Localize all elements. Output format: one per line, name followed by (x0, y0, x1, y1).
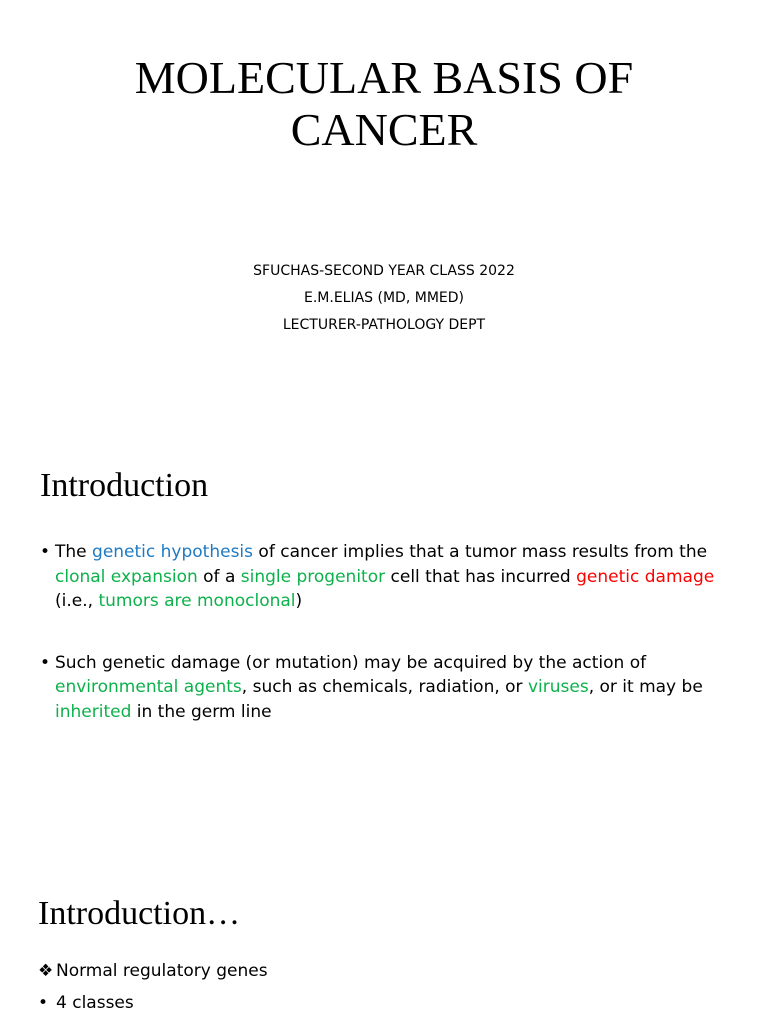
slide-title (0, 52, 768, 156)
introduction-slide (0, 440, 768, 870)
bullet-text: 4 classes (56, 993, 134, 1013)
slide-subtitle (0, 258, 768, 339)
bullet-item (38, 955, 738, 987)
bullet-marker: • (38, 993, 49, 1013)
highlight-term: viruses (527, 677, 589, 697)
bullet-item (40, 651, 740, 725)
highlight-term: single progenitor (240, 566, 386, 587)
highlight-term: genetic damage (576, 566, 715, 587)
bullet-text: Normal regulatory genes (56, 961, 268, 981)
text-run: (i.e., (55, 591, 99, 611)
bullet-list (40, 540, 740, 724)
title-line-2: CANCER (290, 104, 478, 155)
text-run: in the germ line (131, 701, 272, 722)
text-run: ) (295, 591, 303, 611)
text-run: cell that has incurred (385, 566, 577, 587)
highlight-term: tumors are monoclonal (98, 591, 296, 611)
highlight-term: genetic hypothesis (92, 542, 254, 562)
bullet-item (40, 540, 740, 614)
text-run: The (55, 542, 93, 562)
title-slide (0, 0, 768, 440)
highlight-term: environmental agents (55, 677, 242, 697)
author-line: E.M.ELIAS (MD, MMED) (304, 290, 464, 306)
course-line: SFUCHAS-SECOND YEAR CLASS 2022 (253, 263, 515, 279)
bullet-list (38, 955, 738, 1019)
introduction-continued-slide (0, 870, 768, 1024)
department-line: LECTURER-PATHOLOGY DEPT (282, 317, 486, 333)
diamond-bullet-icon: ❖ (38, 961, 54, 981)
slide-heading: Introduction (40, 467, 209, 504)
bullet-marker: • (40, 542, 51, 562)
slide-heading: Introduction… (38, 895, 241, 932)
text-run: Such genetic damage (or mutation) may be acquired by the action of (55, 652, 647, 673)
bullet-marker: • (40, 652, 51, 673)
text-run: , such as chemicals, radiation, or (241, 677, 528, 697)
text-run: , or it may be (588, 677, 703, 697)
highlight-term: clonal expansion (55, 566, 198, 587)
text-run: of a (197, 566, 241, 587)
highlight-term: inherited (55, 701, 132, 722)
text-run: of cancer implies that a tumor mass results from the (253, 542, 708, 562)
bullet-item (38, 987, 738, 1019)
title-line-1: MOLECULAR BASIS OF (134, 52, 634, 103)
